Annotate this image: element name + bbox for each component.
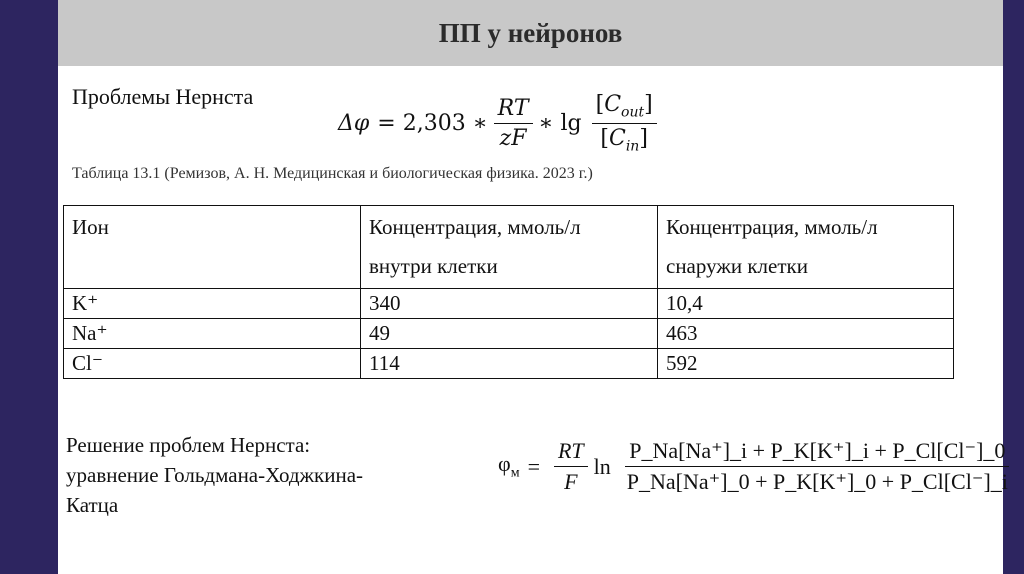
formula2-denominator: P_Na[Na⁺]_0 + P_K[K⁺]_0 + P_Cl[Cl⁻]_i xyxy=(626,469,1008,494)
formula1-fraction-conc xyxy=(592,92,657,154)
formula2-lhs: $\varphi_м$ xyxy=(498,451,520,481)
problem-label: Проблемы Нернста xyxy=(72,84,254,109)
formula1-lhs: Δφ xyxy=(338,110,370,136)
formula2-eq: = xyxy=(527,453,540,479)
formula2-f: F xyxy=(564,469,578,494)
solution-line-2: уравнение Гольдмана-Ходжкина- xyxy=(66,463,364,487)
solution-text xyxy=(66,430,363,520)
header-ion: Ион xyxy=(64,206,361,289)
formula1-frac-num: RT xyxy=(494,96,533,124)
cell-ion: K⁺ xyxy=(64,289,361,319)
table-row xyxy=(64,289,954,319)
solution-line-1: Решение проблем Нернста: xyxy=(66,433,311,457)
formula2-ln: ln xyxy=(593,453,611,479)
goldman-formula xyxy=(498,438,1018,495)
table-row xyxy=(64,349,954,379)
cell-inside: 49 xyxy=(361,319,658,349)
cell-ion: Na⁺ xyxy=(64,319,361,349)
nernst-formula xyxy=(338,88,663,158)
cell-outside: 10,4 xyxy=(658,289,954,319)
cell-inside: 340 xyxy=(361,289,658,319)
formula1-c-in: $[C_{in}]$ xyxy=(600,125,648,154)
slide-header xyxy=(58,0,1003,66)
formula2-rt: RT xyxy=(554,438,588,467)
formula2-fraction-rt-f xyxy=(554,438,588,495)
formula1-coef: = 2,303 ∗ xyxy=(377,110,488,136)
formula1-c-out: $[C_{out}]$ xyxy=(592,92,657,123)
cell-outside: 463 xyxy=(658,319,954,349)
formula1-op: ∗ lg xyxy=(538,110,582,136)
table-header-row xyxy=(64,206,954,289)
header-inside: Концентрация, ммоль/л внутри клетки xyxy=(361,206,658,289)
slide-title: ПП у нейронов xyxy=(438,17,623,48)
table-caption: Таблица 13.1 (Ремизов, А. Н. Медицинская и биологическая физика. 2023 г.) xyxy=(72,165,593,182)
formula2-numerator: P_Na[Na⁺]_i + P_K[K⁺]_i + P_Cl[Cl⁻]_0 xyxy=(625,438,1009,467)
cell-outside: 592 xyxy=(658,349,954,379)
cell-ion: Cl⁻ xyxy=(64,349,361,379)
solution-line-3: Катца xyxy=(66,493,119,517)
formula2-fraction-ions xyxy=(623,438,1012,495)
formula1-frac-den: zF xyxy=(499,125,527,151)
cell-inside: 114 xyxy=(361,349,658,379)
table-row xyxy=(64,319,954,349)
ion-concentration-table xyxy=(63,205,954,379)
header-outside: Концентрация, ммоль/л снаружи клетки xyxy=(658,206,954,289)
left-accent-bar xyxy=(0,0,58,574)
formula1-fraction-rt-zf xyxy=(494,96,533,151)
